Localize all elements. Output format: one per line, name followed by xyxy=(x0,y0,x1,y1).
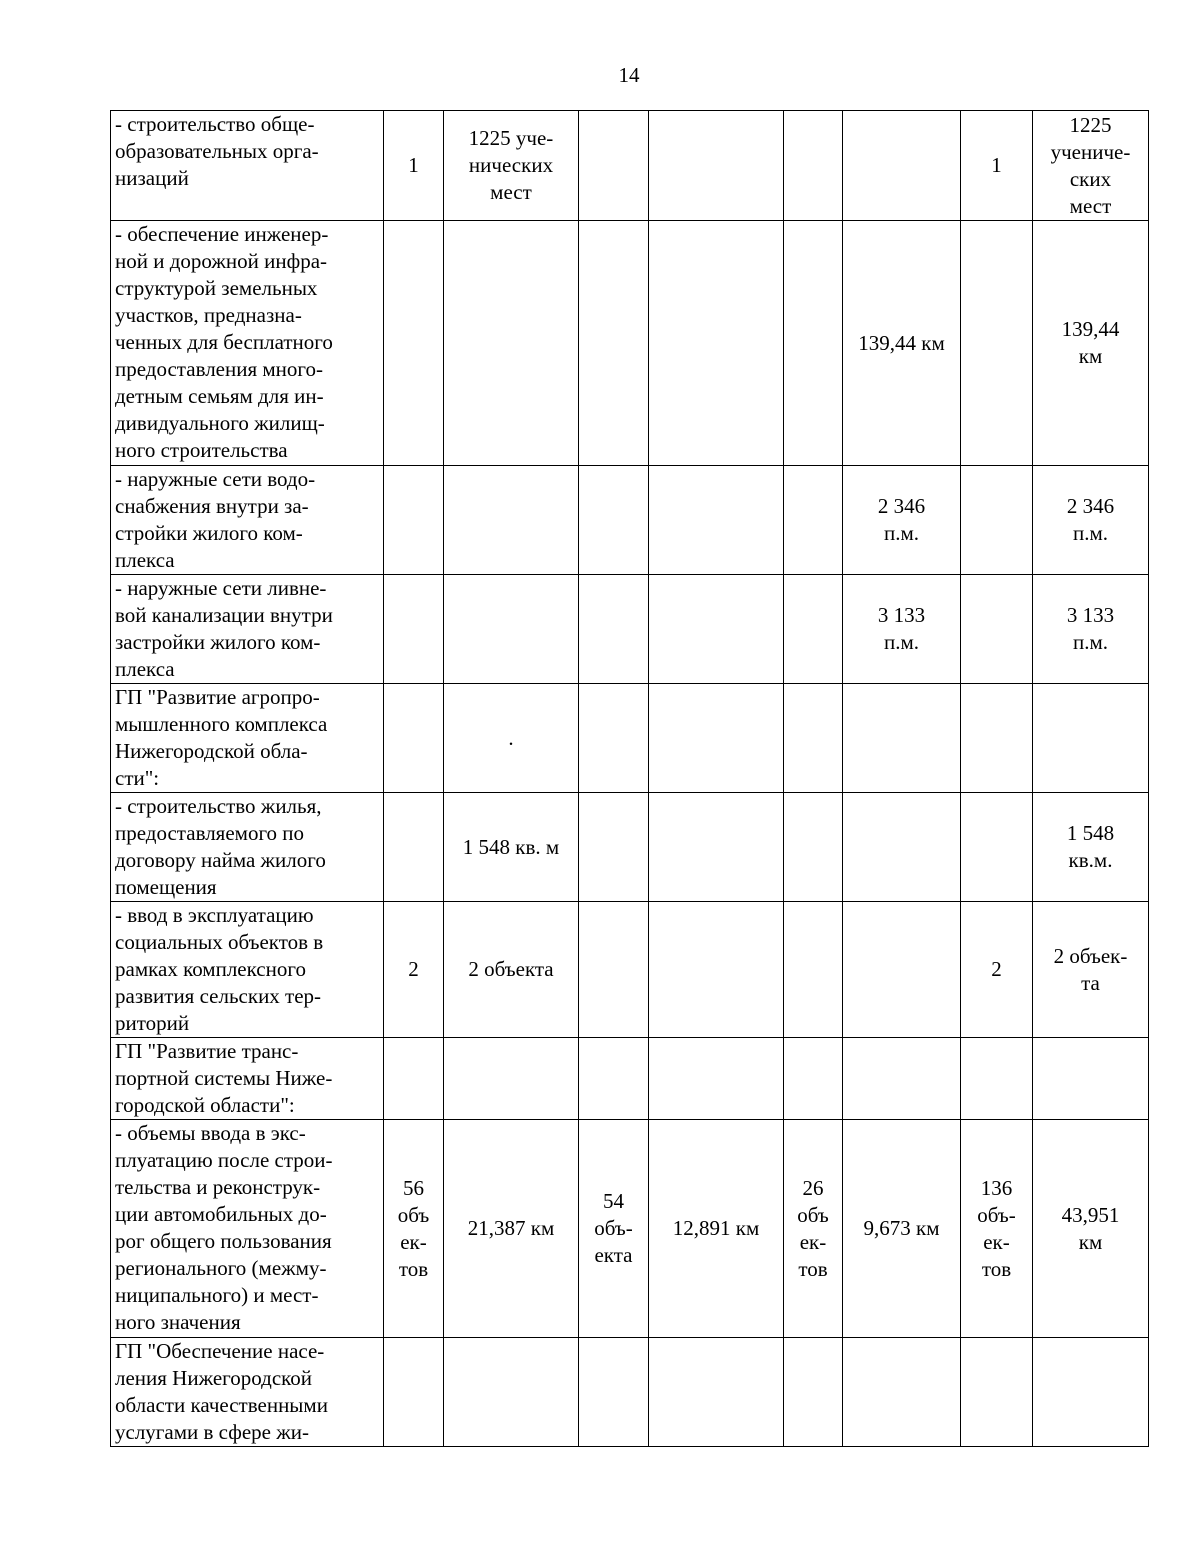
cell-col4 xyxy=(649,793,784,902)
cell-col3 xyxy=(579,902,649,1038)
cell-col1 xyxy=(384,684,444,793)
table-row xyxy=(111,221,1149,466)
table-row xyxy=(111,902,1149,1038)
cell-col5 xyxy=(784,684,843,793)
cell-col4 xyxy=(649,466,784,575)
cell-col7 xyxy=(961,684,1033,793)
cell-col6 xyxy=(843,1038,961,1120)
row-description: - строительство обще- образовательных орга- низаций xyxy=(111,111,384,221)
cell-col2: 1225 уче- нических мест xyxy=(444,111,579,221)
cell-col5 xyxy=(784,111,843,221)
cell-col5 xyxy=(784,902,843,1038)
cell-col3 xyxy=(579,684,649,793)
cell-col4 xyxy=(649,902,784,1038)
cell-col7: 136 объ- ек- тов xyxy=(961,1120,1033,1338)
cell-col1 xyxy=(384,575,444,684)
cell-col1 xyxy=(384,1338,444,1447)
cell-col1: 56 объ ек- тов xyxy=(384,1120,444,1338)
cell-col2 xyxy=(444,221,579,466)
row-description: - ввод в эксплуатацию социальных объектов в рамках комплексного развития сельских тер- риторий xyxy=(111,902,384,1038)
table-row xyxy=(111,1120,1149,1338)
cell-col1 xyxy=(384,1038,444,1120)
cell-col2: 21,387 км xyxy=(444,1120,579,1338)
table-row xyxy=(111,466,1149,575)
cell-col8: 43,951 км xyxy=(1033,1120,1149,1338)
cell-col7 xyxy=(961,575,1033,684)
cell-col6 xyxy=(843,684,961,793)
cell-col8: 2 346 п.м. xyxy=(1033,466,1149,575)
cell-col5 xyxy=(784,1038,843,1120)
cell-col5 xyxy=(784,575,843,684)
cell-col3: 54 объ- екта xyxy=(579,1120,649,1338)
cell-col7: 2 xyxy=(961,902,1033,1038)
cell-col4 xyxy=(649,684,784,793)
cell-col5: 26 объ ек- тов xyxy=(784,1120,843,1338)
cell-col6: 3 133 п.м. xyxy=(843,575,961,684)
cell-col7 xyxy=(961,793,1033,902)
cell-col7 xyxy=(961,221,1033,466)
cell-col3 xyxy=(579,221,649,466)
cell-col8: 139,44 км xyxy=(1033,221,1149,466)
cell-col8 xyxy=(1033,1038,1149,1120)
cell-col5 xyxy=(784,466,843,575)
cell-col7 xyxy=(961,466,1033,575)
row-description: ГП "Развитие агропро- мышленного комплекса Нижегородской обла- сти": xyxy=(111,684,384,793)
cell-col2 xyxy=(444,1038,579,1120)
cell-col2: 2 объекта xyxy=(444,902,579,1038)
cell-col2: 1 548 кв. м xyxy=(444,793,579,902)
cell-col6: 139,44 км xyxy=(843,221,961,466)
table-row xyxy=(111,1038,1149,1120)
cell-col3 xyxy=(579,575,649,684)
cell-col8: 1 548 кв.м. xyxy=(1033,793,1149,902)
cell-col6 xyxy=(843,902,961,1038)
cell-col3 xyxy=(579,111,649,221)
row-description: - обеспечение инженер- ной и дорожной инфра- структурой земельных участков, предназна- ченных для бесплатного предоставления много- детным семьям для ин- дивидуального жилищ- ного строительства xyxy=(111,221,384,466)
cell-col7 xyxy=(961,1338,1033,1447)
cell-col8 xyxy=(1033,1338,1149,1447)
cell-col1 xyxy=(384,793,444,902)
cell-col6: 9,673 км xyxy=(843,1120,961,1338)
cell-col4 xyxy=(649,111,784,221)
cell-col5 xyxy=(784,793,843,902)
cell-col8: 3 133 п.м. xyxy=(1033,575,1149,684)
page-number: 14 xyxy=(618,63,640,87)
row-description: - объемы ввода в экс- плуатацию после строи- тельства и реконструк- ции автомобильных до- рог общего пользования регионального (межму- ниципального) и мест- ного значения xyxy=(111,1120,384,1338)
row-description: ГП "Развитие транс- портной системы Ниже- городской области": xyxy=(111,1038,384,1120)
cell-col8: 2 объек- та xyxy=(1033,902,1149,1038)
row-description: ГП "Обеспечение насе- ления Нижегородской области качественными услугами в сфере жи- xyxy=(111,1338,384,1447)
cell-col2 xyxy=(444,466,579,575)
cell-col2 xyxy=(444,1338,579,1447)
cell-col6 xyxy=(843,111,961,221)
cell-col1: 2 xyxy=(384,902,444,1038)
table-row xyxy=(111,575,1149,684)
table-row xyxy=(111,111,1149,221)
cell-col6: 2 346 п.м. xyxy=(843,466,961,575)
cell-col5 xyxy=(784,221,843,466)
cell-col3 xyxy=(579,793,649,902)
cell-col1: 1 xyxy=(384,111,444,221)
cell-col4 xyxy=(649,1338,784,1447)
cell-col8: 1225 учениче- ских мест xyxy=(1033,111,1149,221)
cell-col4 xyxy=(649,575,784,684)
cell-col4 xyxy=(649,1038,784,1120)
cell-col6 xyxy=(843,1338,961,1447)
cell-col7: 1 xyxy=(961,111,1033,221)
cell-col3 xyxy=(579,1038,649,1120)
cell-col3 xyxy=(579,1338,649,1447)
cell-col6 xyxy=(843,793,961,902)
cell-col2: . xyxy=(444,684,579,793)
cell-col4: 12,891 км xyxy=(649,1120,784,1338)
table-row xyxy=(111,684,1149,793)
cell-col1 xyxy=(384,221,444,466)
program-indicators-table xyxy=(110,110,1149,1447)
cell-col8 xyxy=(1033,684,1149,793)
cell-col7 xyxy=(961,1038,1033,1120)
cell-col1 xyxy=(384,466,444,575)
cell-col3 xyxy=(579,466,649,575)
table-row xyxy=(111,1338,1149,1447)
table-row xyxy=(111,793,1149,902)
cell-col4 xyxy=(649,221,784,466)
row-description: - наружные сети ливне- вой канализации внутри застройки жилого ком- плекса xyxy=(111,575,384,684)
row-description: - строительство жилья, предоставляемого по договору найма жилого помещения xyxy=(111,793,384,902)
cell-col5 xyxy=(784,1338,843,1447)
row-description: - наружные сети водо- снабжения внутри за- стройки жилого ком- плекса xyxy=(111,466,384,575)
cell-col2 xyxy=(444,575,579,684)
